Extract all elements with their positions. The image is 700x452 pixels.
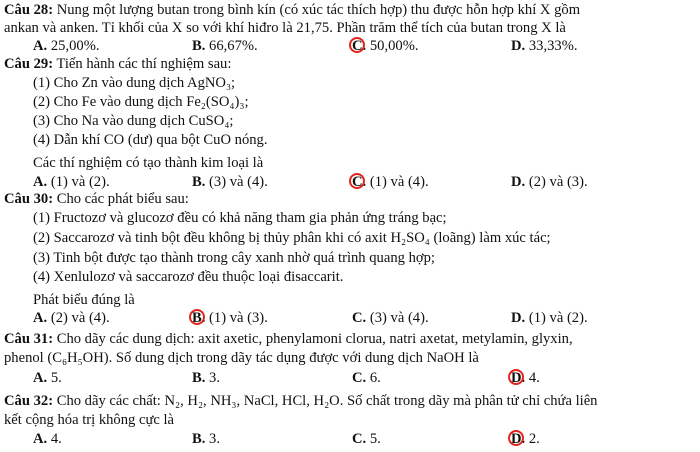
- q31-option-a[interactable]: A. 5.: [33, 370, 62, 386]
- q28-line2: [4, 20, 566, 37]
- q28-answer-mark: [349, 37, 365, 53]
- q30-option-d[interactable]: D. (1) và (2).: [511, 310, 588, 326]
- q29-number: Câu 29:: [4, 56, 54, 72]
- q31-option-c[interactable]: C. 6.: [352, 370, 381, 386]
- q30-item-3: (3) Tinh bột được tạo thành trong cây xanh nhờ quá trình quang hợp;: [33, 250, 435, 266]
- q31-option-b[interactable]: B. 3.: [192, 370, 220, 386]
- q29-option-c[interactable]: C. (1) và (4).: [352, 174, 429, 190]
- q30-prompt: Phát biểu đúng là: [33, 292, 135, 308]
- q28-option-c[interactable]: C. 50,00%.: [352, 38, 419, 54]
- q30-option-b[interactable]: B. (1) và (3).: [192, 310, 268, 326]
- q31-option-d[interactable]: D. 4.: [511, 370, 540, 386]
- q32-text1: Cho dãy các chất: N₂, H₂, NH₃, NaCl, HCl, H₂O. Số chất trong dãy mà phân tử chỉ chứa liên: [53, 393, 598, 409]
- q30-item-4: (4) Xenlulozơ và saccarozơ đều thuộc loại đisaccarit.: [33, 269, 344, 285]
- q29-answer-mark: [349, 173, 365, 189]
- q28-option-b[interactable]: B. 66,67%.: [192, 38, 258, 54]
- q32-line1: [4, 393, 597, 410]
- q29-item-3: (3) Cho Na vào dung dịch CuSO₄;: [33, 113, 234, 129]
- q28-number: Câu 28:: [4, 2, 54, 18]
- q29-prompt: Các thí nghiệm có tạo thành kim loại là: [33, 155, 264, 171]
- q30-option-c[interactable]: C. (3) và (4).: [352, 310, 429, 326]
- q29-option-d[interactable]: D. (2) và (3).: [511, 174, 588, 190]
- q30-line1: [4, 191, 189, 208]
- q31-answer-mark: [508, 369, 524, 385]
- q32-option-d[interactable]: D. 2.: [511, 431, 540, 447]
- q31-text1: Cho dãy các dung dịch: axit axetic, phenylamoni clorua, natri axetat, metylamin, glyxin,: [53, 331, 573, 347]
- q30-item-1: (1) Fructozơ và glucozơ đều có khả năng tham gia phản ứng tráng bạc;: [33, 210, 447, 226]
- q32-option-b[interactable]: B. 3.: [192, 431, 220, 447]
- q31-line1: [4, 331, 573, 348]
- q30-answer-mark: [189, 309, 205, 325]
- q30-number: Câu 30:: [4, 191, 54, 207]
- q29-item-1: (1) Cho Zn vào dung dịch AgNO₃;: [33, 75, 236, 91]
- q29-item-2: (2) Cho Fe vào dung dịch Fe₂(SO₄)₃;: [33, 94, 249, 110]
- q29-item-4: (4) Dẫn khí CO (dư) qua bột CuO nóng.: [33, 132, 268, 148]
- q32-option-c[interactable]: C. 5.: [352, 431, 381, 447]
- q29-option-b[interactable]: B. (3) và (4).: [192, 174, 268, 190]
- q32-number: Câu 32:: [4, 393, 54, 409]
- q29-option-a[interactable]: A. (1) và (2).: [33, 174, 110, 190]
- q31-line2: phenol (C₆H₅OH). Số dung dịch trong dãy tác dụng được với dung dịch NaOH là: [4, 350, 479, 366]
- q28-text2: ankan và anken. Tỉ khối của X so với khí hiđro là 21,75. Phần trăm thể tích của butan trong X là: [4, 20, 566, 36]
- q30-option-a[interactable]: A. (2) và (4).: [33, 310, 110, 326]
- q29-line1: [4, 56, 231, 73]
- q32-answer-mark: [508, 430, 524, 446]
- q32-option-a[interactable]: A. 4.: [33, 431, 62, 447]
- q29-text1: Tiến hành các thí nghiệm sau:: [53, 56, 232, 72]
- q32-line2: kết cộng hóa trị không cực là: [4, 412, 175, 428]
- q28-line1: [4, 2, 694, 19]
- q30-text1: Cho các phát biểu sau:: [53, 191, 189, 207]
- q28-option-a[interactable]: A. 25,00%.: [33, 38, 100, 54]
- q28-text1: Nung một lượng butan trong bình kín (có xúc tác thích hợp) thu được hỗn hợp khí X gồm: [53, 2, 581, 18]
- q28-option-d[interactable]: D. 33,33%.: [511, 38, 578, 54]
- q30-item-2: (2) Saccarozơ và tinh bột đều không bị thủy phân khi có axit H₂SO₄ (loãng) làm xúc tác;: [33, 230, 551, 246]
- q31-number: Câu 31:: [4, 331, 54, 347]
